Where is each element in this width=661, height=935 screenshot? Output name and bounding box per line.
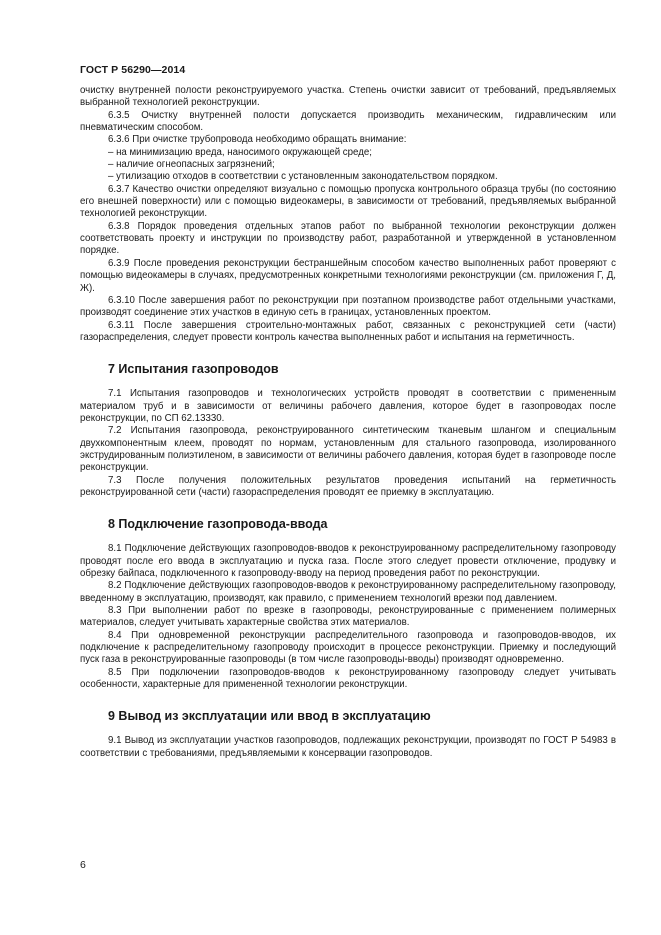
paragraph: очистку внутренней полости реконструируемого участка. Степень очистки зависит от требований, предъявляемых выбранной технологией реконструкции. — [80, 85, 616, 109]
paragraph: 8.2 Подключение действующих газопроводов-вводов к реконструированному распределительному газопроводу, введенному в эксплуатацию, производят, как правило, с применением технологий врезки под давлением. — [80, 580, 616, 604]
paragraph: – утилизацию отходов в соответствии с установленным законодательством порядком. — [108, 171, 498, 183]
paragraph: 6.3.6 При очистке трубопровода необходимо обращать внимание: — [108, 134, 407, 146]
paragraph: 8.1 Подключение действующих газопроводов-вводов к реконструированному распределительному газопроводу проводят после его ввода в эксплуатацию и пуска газа. После этого следует провести отключение, продувку и обрезку байпаса, подключенного к газопроводу-вводу на период проведения работ по реконструкции. — [80, 543, 616, 579]
section-heading: 8 Подключение газопровода-ввода — [108, 517, 328, 532]
paragraph: 9.1 Вывод из эксплуатации участков газопроводов, подлежащих реконструкции, производят по ГОСТ Р 54983 в соответствии с требованиями, предъявляемыми к консервации газопроводов. — [80, 735, 616, 759]
paragraph: 8.5 При подключении газопроводов-вводов к реконструированному газопроводу следует учитывать особенности, характерные для примененной технологии реконструкции. — [80, 666, 616, 691]
paragraph: – наличие огнеопасных загрязнений; — [108, 159, 275, 171]
page-number: 6 — [80, 859, 86, 871]
paragraph: 6.3.5 Очистку внутренней полости допускается производить механическим, гидравлическим или пневматическим способом. — [80, 109, 616, 134]
document-header: ГОСТ Р 56290—2014 — [80, 64, 186, 76]
paragraph: 8.3 При выполнении работ по врезке в газопроводы, реконструированные с применением полимерных материалов, следует учитывать характерные свойства этих материалов. — [80, 605, 616, 629]
paragraph: 7.1 Испытания газопроводов и технологических устройств проводят в соответствии с примененным материалом труб и в зависимости от величины рабочего давления, которое будет в газопроводах после реконструкции, по СП 62.13330. — [80, 388, 616, 424]
paragraph: 6.3.7 Качество очистки определяют визуально с помощью пропуска контрольного образца трубы (по состоянию его внешней поверхности) или с помощью видеокамеры, в зависимости от требований, предъявляемых выбранной технологией реконструкции. — [80, 183, 616, 220]
paragraph: 8.4 При одновременной реконструкции распределительного газопровода и газопроводов-вводов, их подключение к распределительному газопроводу происходит в процессе реконструкции. Приемку и последующий пуск газа в реконструированные газопроводы (в том числе газопроводы-вводы) производят одновременно. — [80, 629, 616, 666]
paragraph: 7.2 Испытания газопровода, реконструированного синтетическим тканевым шлангом и специальным двухкомпонентным клеем, проводят по нормам, установленным для стального газопровода, изолированного экструдированным полиэтиленом, в зависимости от величины рабочего давления, которая будет в газопроводе после реконструкции. — [80, 425, 616, 474]
paragraph: 6.3.10 После завершения работ по реконструкции при поэтапном производстве работ отдельными участками, производят соединение этих участков в единую сеть в границах, установленных проектом. — [80, 294, 616, 319]
document-body — [80, 85, 616, 760]
section-heading: 9 Вывод из эксплуатации или ввод в эксплуатацию — [108, 709, 431, 724]
paragraph: 6.3.9 После проведения реконструкции бестраншейным способом качество выполненных работ проверяют с помощью видеокамеры в случаях, предусмотренных конкретными технологиями реконструкции (см. приложения Г, Д, Ж). — [80, 257, 616, 294]
paragraph: 7.3 После получения положительных результатов проведения испытаний на герметичность реконструированной сети (части) газораспределения проводят ее приемку в эксплуатацию. — [80, 474, 616, 498]
paragraph: 6.3.11 После завершения строительно-монтажных работ, связанных с реконструкцией сети (части) газораспределения, следует провести контроль качества выполненных работ и испытания на герметичность. — [80, 319, 616, 343]
paragraph: – на минимизацию вреда, наносимого окружающей среде; — [108, 146, 372, 158]
section-heading: 7 Испытания газопроводов — [108, 362, 279, 377]
paragraph: 6.3.8 Порядок проведения отдельных этапов работ по выбранной технологии реконструкции должен соответствовать проекту и инструкции по производству работ, разработанной и утвержденной в установленном порядке. — [80, 220, 616, 257]
